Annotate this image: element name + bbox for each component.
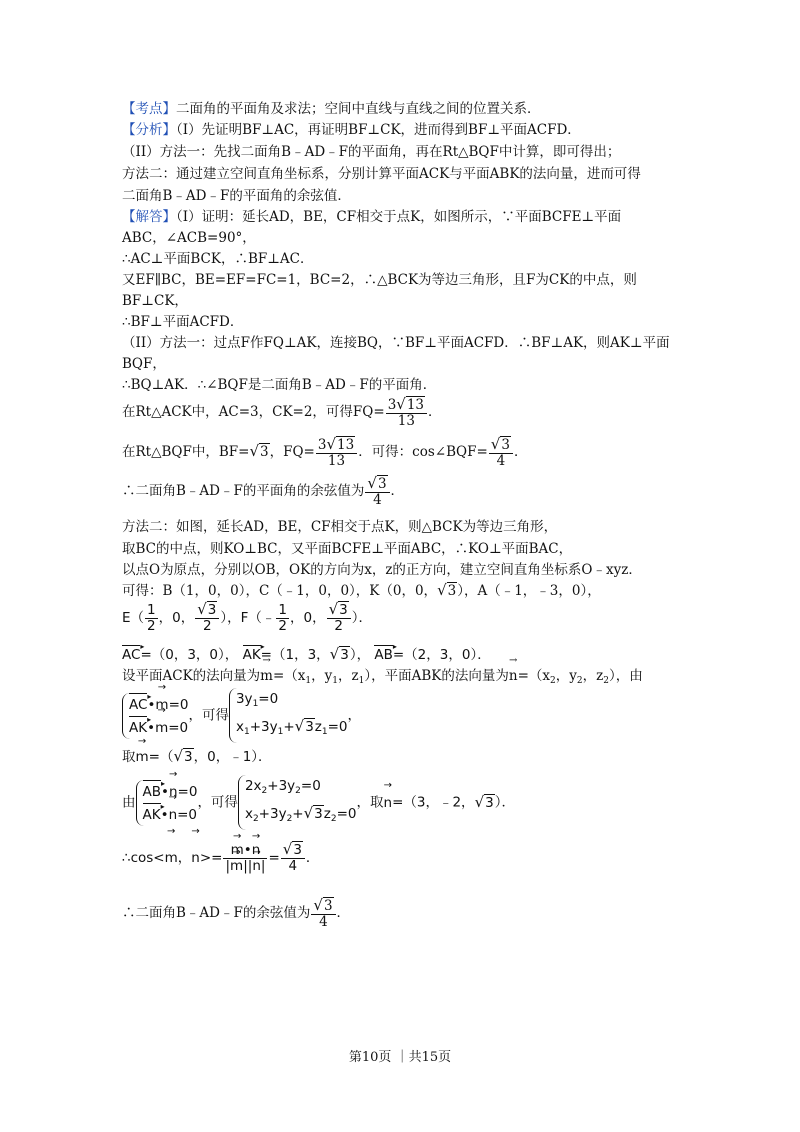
vector-n: → n (509, 667, 518, 685)
vector-ab: AB ▸ (374, 645, 393, 664)
page-footer: 第10页 ｜共15页 (348, 1050, 452, 1065)
method2-answer: ∴二面角B﹣AD﹣F的余弦值为 $\frac{√3}{4}$ ． (122, 895, 351, 930)
jieda-line-2: ABC，∠ACB=90°， (122, 230, 256, 246)
fraction-fq: $\frac{3√13}{13}$ (316, 437, 357, 469)
fenxi-line-4: 二面角B﹣AD﹣F的平面角的余弦值． (122, 188, 351, 204)
method2-cos: ∴cos<→ m，→ n>= → $\frac{m•\to n}{|\to m||\to n|}$ = $\frac{√3}{4}$ ． (122, 838, 319, 878)
system-left-1: AC ▸•→ m=0 AK ▸•→ m=0 (122, 693, 188, 739)
fenxi-tag: 【分析】 (122, 122, 176, 138)
kaodian-text: 二面角的平面角及求法；空间中直线与直线之间的位置关系． (176, 101, 541, 117)
method2-line-2: 取BC的中点，则KO⊥BC，又平面BCFE⊥平面ABC，∴KO⊥平面BAC， (122, 541, 573, 557)
fraction-final-answer: $\frac{√3}{4}$ (311, 898, 335, 930)
kaodian-tag: 【考点】 (122, 101, 176, 117)
method2-line-3: 以点O为原点，分别以OB，OK的方向为x，z的正方向，建立空间直角坐标系O﹣xyz． (122, 562, 642, 578)
fenxi-line-1 (122, 121, 581, 139)
method1-line-3: ∴BQ⊥AK．∴∠BQF是二面角B﹣AD﹣F的平面角． (122, 377, 437, 393)
jieda-tag: 【解答】 (122, 209, 176, 225)
method1-text-4: 在Rt△ACK中，AC=3，CK=2，可得FQ= (122, 404, 385, 420)
jieda-line-5: BF⊥CK， (122, 293, 188, 309)
fenxi-line-3: 方法二：通过建立空间直角坐标系，分别计算平面ACK与平面ABK的法向量，进而可得 (122, 166, 641, 182)
sqrt-3: √3 (249, 442, 269, 460)
fraction-fq: $\frac{3√13}{13}$ (386, 397, 427, 429)
jieda-line-3: ∴AC⊥平面BCK，∴BF⊥AC． (122, 251, 314, 267)
method2-line-1: 方法二：如图，延长AD，BE，CF相交于点K，则△BCK为等边三角形， (122, 519, 558, 535)
vector-m: → m (260, 667, 273, 685)
jieda-line-4: 又EF∥BC，BE=EF=FC=1，BC=2，∴△BCK为等边三角形，且F为CK的中点，则 (122, 272, 637, 288)
method2-coords-ef: E（ $\frac{1}{2}$ ，0， $\frac{√3}{2}$ ），F（﹣ $\frac{1}{2}$ ，0， $\frac{√3}{2}$ ）． (122, 600, 372, 634)
method2-line-4: 可得：B（1，0，0），C（﹣1，0，0），K（0，0，√3），A（﹣1，﹣3，0）， (122, 581, 601, 599)
fenxi-line-2: （II）方法一：先找二面角B﹣AD﹣F的平面角，再在Rt△BQF中计算，即可得出； (122, 144, 621, 160)
fraction-cos: $\frac{√3}{4}$ (489, 437, 513, 469)
method2-vectors: AC ▸=（0，3，0）， AK ▸=（1，3，√3）， AB ▸=（2，3，0）． (122, 645, 491, 664)
fraction-answer: $\frac{√3}{4}$ (365, 476, 389, 508)
system-left-2: AB ▸•→ n=0 AK ▸•→ n=0 (136, 780, 198, 826)
kaodian-line (122, 100, 541, 118)
fraction-cos-mn: → $\frac{m•\to n}{|\to m||\to n|}$ (223, 843, 267, 874)
method2-take-m: 取→ m=（√3，0，﹣1）． (122, 747, 272, 766)
system-right-2: $2x_2+3y_2=0$ $x_2+3y_2+√3z_2=0$ (238, 775, 357, 830)
method2-system-2: 由 AB ▸•→ n=0 AK ▸•→ n=0 ，可得 $2x_2+3y_2=0$ $x_2+3y_2+√3z_2=0$ ，取→ n=（3，﹣2，√3）． (122, 775, 515, 830)
jieda-text-1: （I）证明：延长AD，BE，CF相交于点K，如图所示，∵平面BCFE⊥平面 (176, 209, 622, 225)
jieda-line-1 (122, 208, 621, 226)
vector-ac: AC ▸ (122, 645, 140, 664)
system-right-1: $3y_1=0$ $x_1+3y_1+√3z_1=0$ (229, 688, 348, 743)
vector-ak: AK ▸ (243, 645, 261, 664)
method1-line-1: （II）方法一：过点F作FQ⊥AK，连接BQ，∵BF⊥平面ACFD．∴BF⊥AK，则AK⊥平面 (122, 335, 670, 351)
method1-line-2: BQF， (122, 356, 166, 372)
jieda-line-6: ∴BF⊥平面ACFD． (122, 314, 244, 330)
method2-system-1: AC ▸•→ m=0 AK ▸•→ m=0 ，可得 $3y_1=0$ $x_1+3y_1+√3z_1=0$ ， (122, 688, 361, 743)
method1-line-6: ∴二面角B﹣AD﹣F的平面角的余弦值为 $\frac{√3}{4}$ ． (122, 473, 405, 508)
method1-line-4: 在Rt△ACK中，AC=3，CK=2，可得FQ= $\frac{3√13}{13}$ ． (122, 394, 442, 429)
fenxi-text-1: （I）先证明BF⊥AC，再证明BF⊥CK，进而得到BF⊥平面ACFD． (176, 122, 581, 138)
method1-line-5: 在Rt△BQF中，BF=√3，FQ= $\frac{3√13}{13}$ ．可得：cos∠BQF= $\frac{√3}{4}$ ． (122, 434, 528, 469)
method2-normals: 设平面ACK的法向量为→ $m=(x_1$，$y_1$，$z_1$），平面ABK的法向量为→ $n=(x_2$，$y_2$，$z_2$），由 (122, 667, 643, 690)
